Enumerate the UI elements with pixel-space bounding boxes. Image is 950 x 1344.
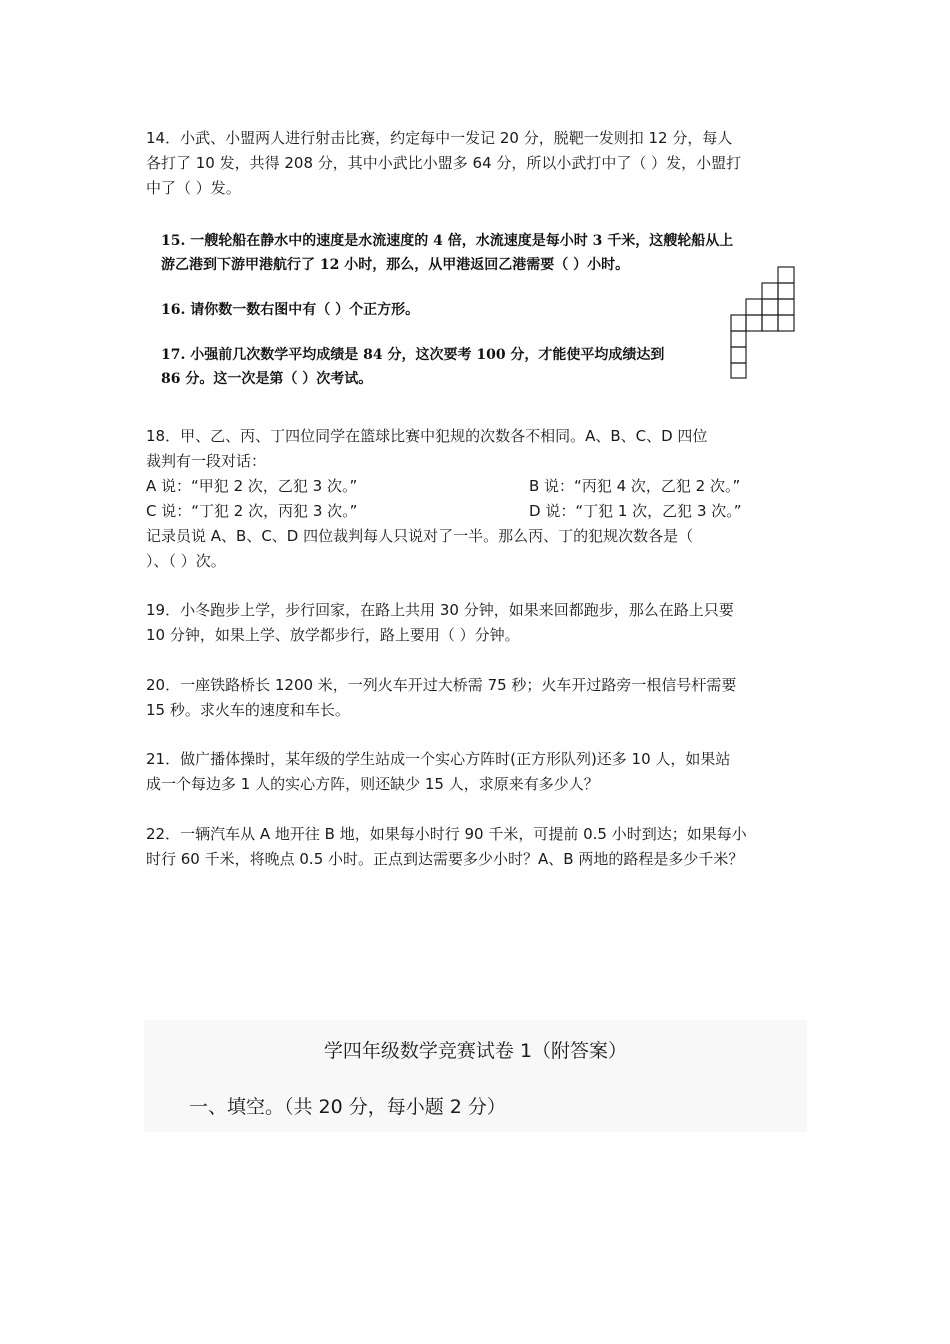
figure-cell: [731, 347, 746, 363]
question-15: [161, 229, 733, 277]
figure-cell: [746, 315, 762, 331]
question-16: [161, 298, 419, 322]
question-19: [146, 598, 806, 648]
question-17: [161, 343, 664, 391]
question-19-line-1: 19．小冬跑步上学，步行回家，在路上共用 30 分钟，如果来回都跑步，那么在路上只要: [146, 601, 734, 619]
figure-cell: [762, 299, 778, 315]
question-18-line-6: ）、（ ）次。: [146, 552, 226, 570]
figure-cell: [746, 299, 762, 315]
figure-cell: [778, 315, 794, 331]
section-heading: 一、填空。（共 20 分，每小题 2 分）: [189, 1096, 506, 1118]
judge-a-statement: A 说：“甲犯 2 次，乙犯 3 次。”: [146, 477, 358, 495]
figure-cell: [778, 299, 794, 315]
question-21-line-1: 21．做广播体操时，某年级的学生站成一个实心方阵时(正方形队列)还多 10 人，如果站: [146, 750, 731, 768]
question-18-line-5: 记录员说 A、B、C、D 四位裁判每人只说对了一半。那么丙、丁的犯规次数各是（: [146, 527, 694, 545]
next-page-header: [144, 1020, 807, 1132]
judge-c-statement: C 说：“丁犯 2 次，丙犯 3 次。”: [146, 502, 358, 520]
question-19-line-2: 10 分钟，如果上学、放学都步行，路上要用（ ）分钟。: [146, 626, 520, 644]
question-17-line-2: 86 分。这一次是第（ ）次考试。: [161, 371, 373, 387]
exam-title: 学四年级数学竞赛试卷 1（附答案）: [323, 1040, 628, 1062]
question-20-line-1: 20．一座铁路桥长 1200 米，一列火车开过大桥需 75 秒；火车开过路旁一根信号杆需要: [146, 676, 737, 694]
question-18-line-2: 裁判有一段对话：: [146, 452, 267, 470]
question-22-line-2: 时行 60 千米，将晚点 0.5 小时。正点到达需要多少小时？A、B 两地的路程是多少千米？: [146, 850, 744, 868]
question-22-line-1: 22．一辆汽车从 A 地开往 B 地，如果每小时行 90 千米，可提前 0.5 小时到达；如果每小: [146, 825, 747, 843]
question-16-line-1: 16. 请你数一数右图中有（ ）个正方形。: [161, 302, 420, 318]
question-14-line-3: 中了（ ）发。: [146, 179, 241, 197]
question-14-line-1: 14．小武、小盟两人进行射击比赛，约定每中一发记 20 分，脱靶一发则扣 12 分，每人: [146, 129, 733, 147]
question-15-line-1: 15. 一艘轮船在静水中的速度是水流速度的 4 倍，水流速度是每小时 3 千米，这艘轮船从上: [161, 233, 734, 249]
question-20: [146, 673, 806, 723]
judge-row-cd: [146, 499, 806, 524]
question-18: [146, 424, 806, 574]
question-14: [146, 126, 806, 201]
question-21: [146, 747, 806, 797]
figure-cell: [762, 283, 778, 299]
question-14-line-2: 各打了 10 发，共得 208 分，其中小武比小盟多 64 分，所以小武打中了（ ）发，小盟打: [146, 154, 742, 172]
question-22: [146, 822, 806, 872]
question-17-line-1: 17. 小强前几次数学平均成绩是 84 分，这次要考 100 分，才能使平均成绩达到: [161, 347, 665, 363]
question-20-line-2: 15 秒。求火车的速度和车长。: [146, 701, 350, 719]
judge-row-ab: [146, 474, 806, 499]
figure-cell: [731, 315, 746, 331]
figure-cell: [778, 267, 794, 283]
question-18-line-1: 18．甲、乙、丙、丁四位同学在篮球比赛中犯规的次数各不相同。A、B、C、D 四位: [146, 427, 708, 445]
judge-d-statement: D 说：“丁犯 1 次，乙犯 3 次。”: [529, 502, 742, 520]
question-15-line-2: 游乙港到下游甲港航行了 12 小时，那么，从甲港返回乙港需要（ ）小时。: [161, 257, 630, 273]
figure-cell: [731, 363, 746, 378]
figure-cell: [731, 331, 746, 347]
staircase-square-figure: [730, 266, 798, 380]
figure-cell: [778, 283, 794, 299]
figure-cell: [762, 315, 778, 331]
judge-b-statement: B 说：“丙犯 4 次，乙犯 2 次。”: [529, 477, 741, 495]
question-21-line-2: 成一个每边多 1 人的实心方阵，则还缺少 15 人，求原来有多少人？: [146, 775, 599, 793]
